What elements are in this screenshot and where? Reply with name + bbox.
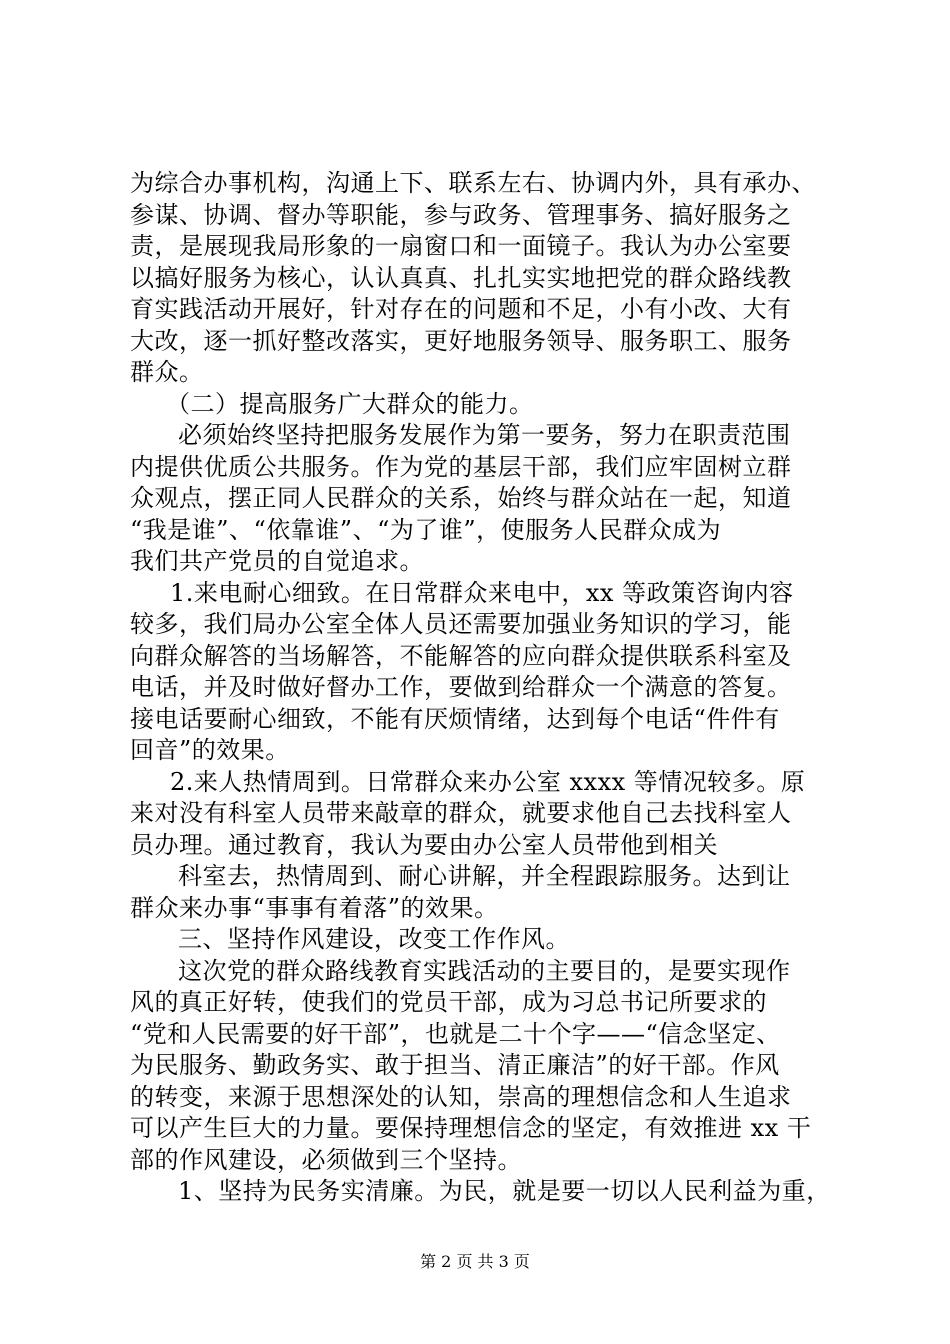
text-line: 群众来办事“事事有着落”的效果。 [130,893,499,922]
text-line: 以搞好服务为核心，认认真真、扎扎实实地把党的群众路线教 [130,263,792,292]
text-line: 较多，我们局办公室全体人员还需要加强业务知识的学习，能 [130,610,792,638]
text-line: 向群众解答的当场解答，不能解答的应向群众提供联系科室及 [130,641,792,670]
text-line: 回音”的效果。 [130,736,290,764]
body-text [130,168,860,1208]
text-line: 责，是展现我局形象的一扇窗口和一面镜子。我认为办公室要 [130,232,792,260]
text-line: 参谋、协调、督办等职能，参与政务、管理事务、搞好服务之 [130,200,792,229]
text-line: 内提供优质公共服务。作为党的基层干部，我们应牢固树立群 [130,452,792,481]
text-line: 众观点，摆正同人民群众的关系，始终与群众站在一起，知道 [130,484,792,512]
text-line: 我们共产党员的自觉追求。 [130,547,424,575]
section-heading: （二）提高服务广大群众的能力。 [166,389,534,418]
text-line: 员办理。通过教育，我认为要由办公室人员带他到相关 [130,830,718,859]
list-item-heading: 1.来电耐心细致。在日常群众来电中，xx 等政策咨询内容 [170,578,794,607]
text-line: 必须始终坚持把服务发展作为第一要务，努力在职责范围 [178,421,791,449]
text-line: 科室去，热情周到、耐心讲解，并全程跟踪服务。达到让 [178,862,791,890]
text-line: 为综合办事机构，沟通上下、联系左右、协调内外，具有承办、 [130,169,816,197]
text-line: 大改，逐一抓好整改落实，更好地服务领导、服务职工、服务 [130,326,792,355]
text-line: 接电话要耐心细致，不能有厌烦情绪，达到每个电话“件件有 [130,704,780,733]
text-line: 为民服务、勤政务实、敢于担当、清正廉洁”的好干部。作风 [130,1051,780,1079]
text-line: 可以产生巨大的力量。要保持理想信念的坚定，有效推进 xx 干 [130,1114,812,1142]
text-line: 的转变，来源于思想深处的认知，崇高的理想信念和人生追求 [130,1082,792,1111]
section-heading: 三、坚持作风建设，改变工作作风。 [178,925,570,953]
text-line: 这次党的群众路线教育实践活动的主要目的，是要实现作 [178,956,791,985]
text-line: 群众。 [130,358,204,386]
text-line: 风的真正好转，使我们的党员干部，成为习总书记所要求的 [130,988,767,1016]
list-item-heading: 2.来人热情周到。日常群众来办公室 xxxx 等情况较多。原 [170,767,806,796]
text-line: 来对没有科室人员带来敲章的群众，就要求他自己去找科室人 [130,799,792,827]
text-line: “我是谁”、“依靠谁”、“为了谁”，使服务人民群众成为 [130,515,722,544]
text-line: 电话，并及时做好督办工作，要做到给群众一个满意的答复。 [130,673,792,701]
text-line: 育实践活动开展好，针对存在的问题和不足，小有小改、大有 [130,295,792,323]
list-item-heading: 1、坚持为民务实清廉。为民，就是要一切以人民利益为重， [178,1177,831,1205]
text-line: 部的作风建设，必须做到三个坚持。 [130,1145,522,1174]
text-line: “党和人民需要的好干部”，也就是二十个字——“信念坚定、 [130,1019,781,1048]
page-footer: 第 2 页 共 3 页 [420,1252,530,1271]
